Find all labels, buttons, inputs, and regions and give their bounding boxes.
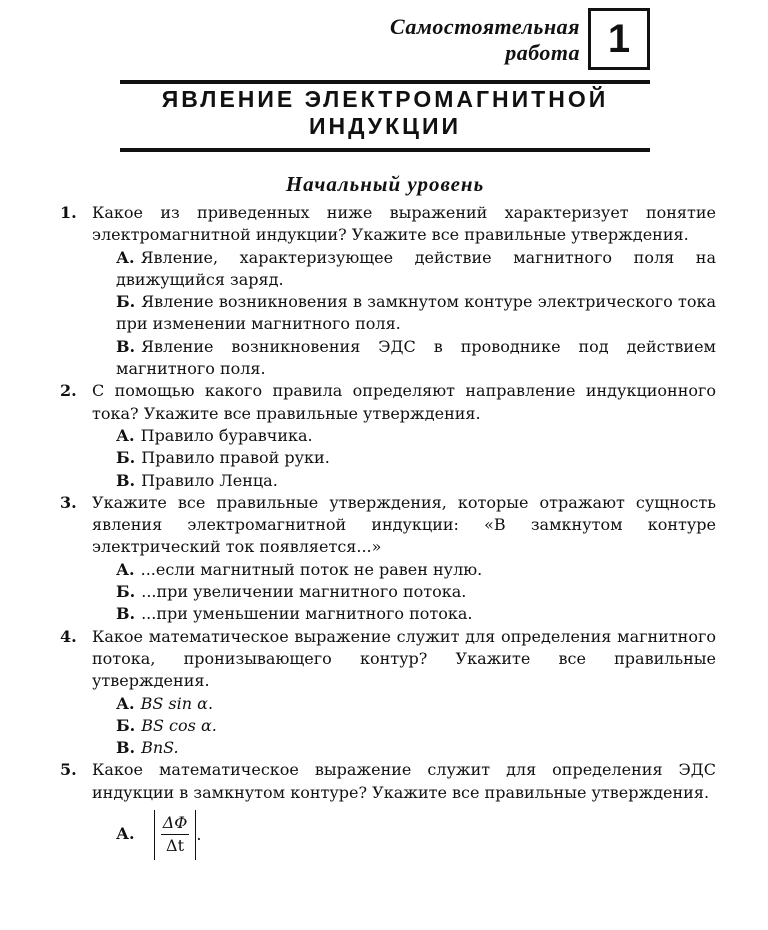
answer-option xyxy=(116,603,716,625)
question-text: Какое математическое выражение служит для определения магнитного потока, пронизывающего контур? Укажите все правильные утверждения. xyxy=(92,626,716,691)
answer-option xyxy=(116,470,716,492)
option-letter: Б. xyxy=(116,715,136,735)
option-formula: BS sin α. xyxy=(140,693,214,713)
answer-option xyxy=(116,581,716,603)
page-title xyxy=(120,86,650,140)
question-5 xyxy=(56,759,716,859)
answer-option xyxy=(116,425,716,447)
option-formula xyxy=(154,810,202,860)
title-top-rule xyxy=(120,80,650,84)
question-text: Укажите все правильные утверждения, которые отражают сущность явления электромагнитной индукции: «В замкнутом контуре электрический ток появляется...» xyxy=(92,492,716,557)
option-text: Явление возникновения в замкнутом контуре электрического тока при изменении магнитного поля. xyxy=(116,292,716,334)
question-number: 2. xyxy=(60,381,77,401)
formula-suffix: . xyxy=(196,824,202,844)
answer-option xyxy=(116,715,716,737)
question-list xyxy=(56,202,716,860)
option-text: Правило Ленца. xyxy=(141,470,278,490)
option-letter: А. xyxy=(116,559,135,579)
answer-option xyxy=(116,559,716,581)
option-text: Правило правой руки. xyxy=(141,448,330,468)
option-letter: А. xyxy=(116,425,135,445)
question-4 xyxy=(56,626,716,760)
option-letter: В. xyxy=(116,738,136,758)
option-letter: В. xyxy=(116,336,136,356)
level-heading: Начальный уровень xyxy=(285,172,485,196)
option-text: Правило буравчика. xyxy=(140,425,313,445)
option-letter: Б. xyxy=(116,292,136,312)
section-label xyxy=(330,14,580,66)
question-1 xyxy=(56,202,716,380)
page-title-line1: ЯВЛЕНИЕ ЭЛЕКТРОМАГНИТНОЙ xyxy=(161,86,609,112)
question-3 xyxy=(56,492,716,626)
question-text: С помощью какого правила определяют направление индукционного тока? Укажите все правильные утверждения. xyxy=(92,381,716,423)
section-label-line2: работа xyxy=(505,40,580,65)
answer-option xyxy=(116,737,716,759)
option-text: Явление возникновения ЭДС в проводнике под действием магнитного поля. xyxy=(116,336,716,379)
option-letter: Б. xyxy=(116,448,136,468)
question-2 xyxy=(56,380,716,491)
option-text: ...при увеличении магнитного потока. xyxy=(141,582,467,602)
fraction-numerator: ΔΦ xyxy=(161,812,190,835)
section-label-line1: Самостоятельная xyxy=(390,14,580,39)
option-text: ...если магнитный поток не равен нулю. xyxy=(140,559,483,579)
option-formula: BnS. xyxy=(141,738,179,758)
question-number: 4. xyxy=(60,626,77,646)
work-number-box: 1 xyxy=(588,8,650,70)
option-letter: А. xyxy=(116,247,135,267)
option-formula: BS cos α. xyxy=(141,715,217,735)
option-letter: В. xyxy=(116,470,136,490)
question-number: 5. xyxy=(60,760,77,780)
page-title-line2: ИНДУКЦИИ xyxy=(308,113,462,139)
option-letter: В. xyxy=(116,604,136,624)
answer-option xyxy=(116,291,716,336)
question-text: Какое математическое выражение служит для определения ЭДС индукции в замкнутом контуре? Укажите все правильные утверждения. xyxy=(92,760,716,802)
option-letter: А. xyxy=(116,824,135,844)
option-letter: А. xyxy=(116,693,135,713)
answer-option xyxy=(116,336,716,381)
question-number: 1. xyxy=(60,203,77,222)
fraction-denominator: Δt xyxy=(166,836,185,856)
option-letter: Б. xyxy=(116,582,136,602)
answer-option xyxy=(116,247,716,292)
question-text: Какое из приведенных ниже выражений характеризует понятие электромагнитной индукции? Укажите все правильные утверждения. xyxy=(92,203,716,245)
answer-option xyxy=(116,447,716,469)
answer-option xyxy=(116,693,716,715)
option-text: Явление, характеризующее действие магнитного поля на движущийся заряд. xyxy=(116,247,716,289)
option-text: ...при уменьшении магнитного потока. xyxy=(141,604,473,624)
fraction-abs xyxy=(154,810,197,860)
question-number: 3. xyxy=(60,492,77,512)
answer-option xyxy=(116,810,716,860)
title-bottom-rule xyxy=(120,148,650,152)
